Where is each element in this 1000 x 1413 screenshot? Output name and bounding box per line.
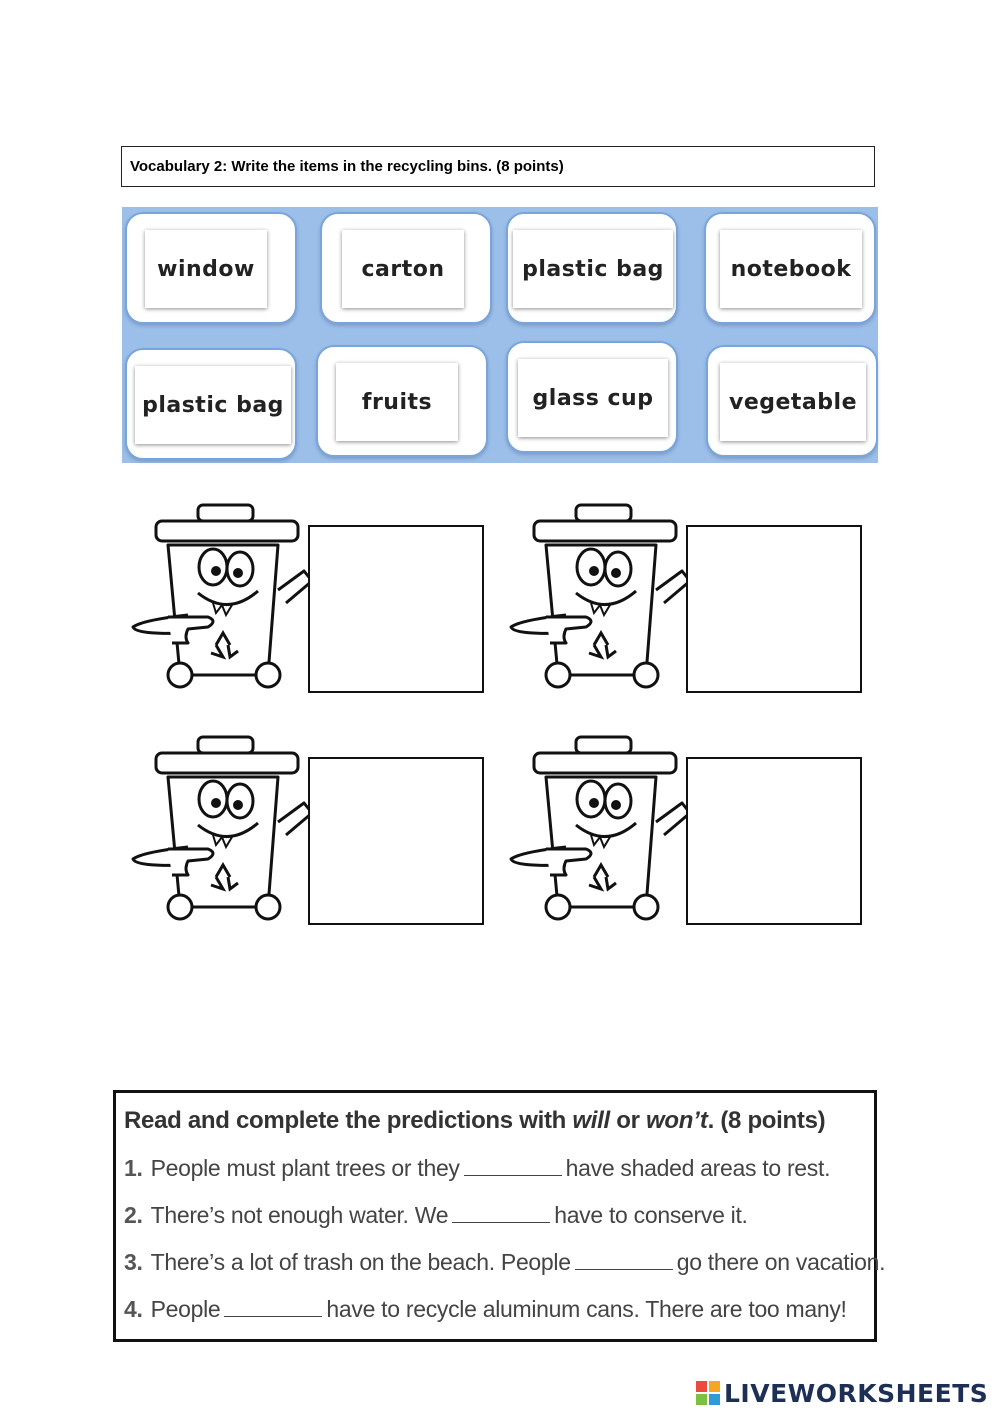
word-card[interactable]: plastic bag (513, 230, 673, 308)
word-tile[interactable] (706, 345, 878, 457)
exercise-item-3: 3. There’s a lot of trash on the beach. People go there on vacation. (124, 1249, 886, 1275)
logo-text: LIVEWORKSHEETS (724, 1378, 989, 1408)
answer-blank[interactable] (452, 1204, 550, 1223)
word-tile[interactable] (316, 345, 488, 457)
exercise-title: Read and complete the predictions with will or won’t. (8 points) (124, 1107, 826, 1134)
answer-blank[interactable] (575, 1251, 673, 1270)
word-tile[interactable] (125, 212, 297, 324)
word-card[interactable]: plastic bag (135, 366, 291, 444)
logo-mark-icon (696, 1381, 720, 1405)
word-card[interactable]: window (145, 230, 267, 308)
bin-answer-box[interactable] (686, 525, 862, 693)
word-card[interactable]: vegetable (720, 363, 866, 441)
recycling-bin-unit-2 (506, 495, 878, 695)
recycling-bin-unit-4 (506, 727, 878, 927)
word-tile[interactable] (506, 341, 678, 453)
recycling-bin-unit-1 (128, 495, 500, 695)
vocabulary-instruction: Vocabulary 2: Write the items in the recycling bins. (8 points) (121, 146, 875, 187)
exercise-item-2: 2. There’s not enough water. We have to conserve it. (124, 1202, 748, 1228)
bin-answer-box[interactable] (308, 525, 484, 693)
answer-blank[interactable] (224, 1298, 322, 1317)
liveworksheets-logo[interactable] (696, 1378, 988, 1408)
recycling-bin-mascot-icon (506, 727, 696, 927)
word-tile[interactable] (320, 212, 492, 324)
recycling-bin-mascot-icon (128, 495, 318, 695)
recycling-bin-mascot-icon (506, 495, 696, 695)
recycling-bin-mascot-icon (128, 727, 318, 927)
recycling-bin-unit-3 (128, 727, 500, 927)
bin-answer-box[interactable] (686, 757, 862, 925)
word-bank (122, 207, 878, 463)
exercise-item-1: 1. People must plant trees or they have shaded areas to rest. (124, 1155, 831, 1181)
word-card[interactable]: notebook (720, 230, 862, 308)
answer-blank[interactable] (464, 1157, 562, 1176)
word-card[interactable]: glass cup (518, 359, 668, 437)
bin-answer-box[interactable] (308, 757, 484, 925)
word-card[interactable]: fruits (336, 363, 458, 441)
word-tile[interactable] (125, 348, 297, 460)
word-tile[interactable] (704, 212, 876, 324)
word-card[interactable]: carton (342, 230, 464, 308)
word-tile[interactable] (506, 212, 678, 324)
prediction-exercise (113, 1090, 886, 1342)
exercise-item-4: 4. People have to recycle aluminum cans. There are too many! (124, 1296, 847, 1322)
